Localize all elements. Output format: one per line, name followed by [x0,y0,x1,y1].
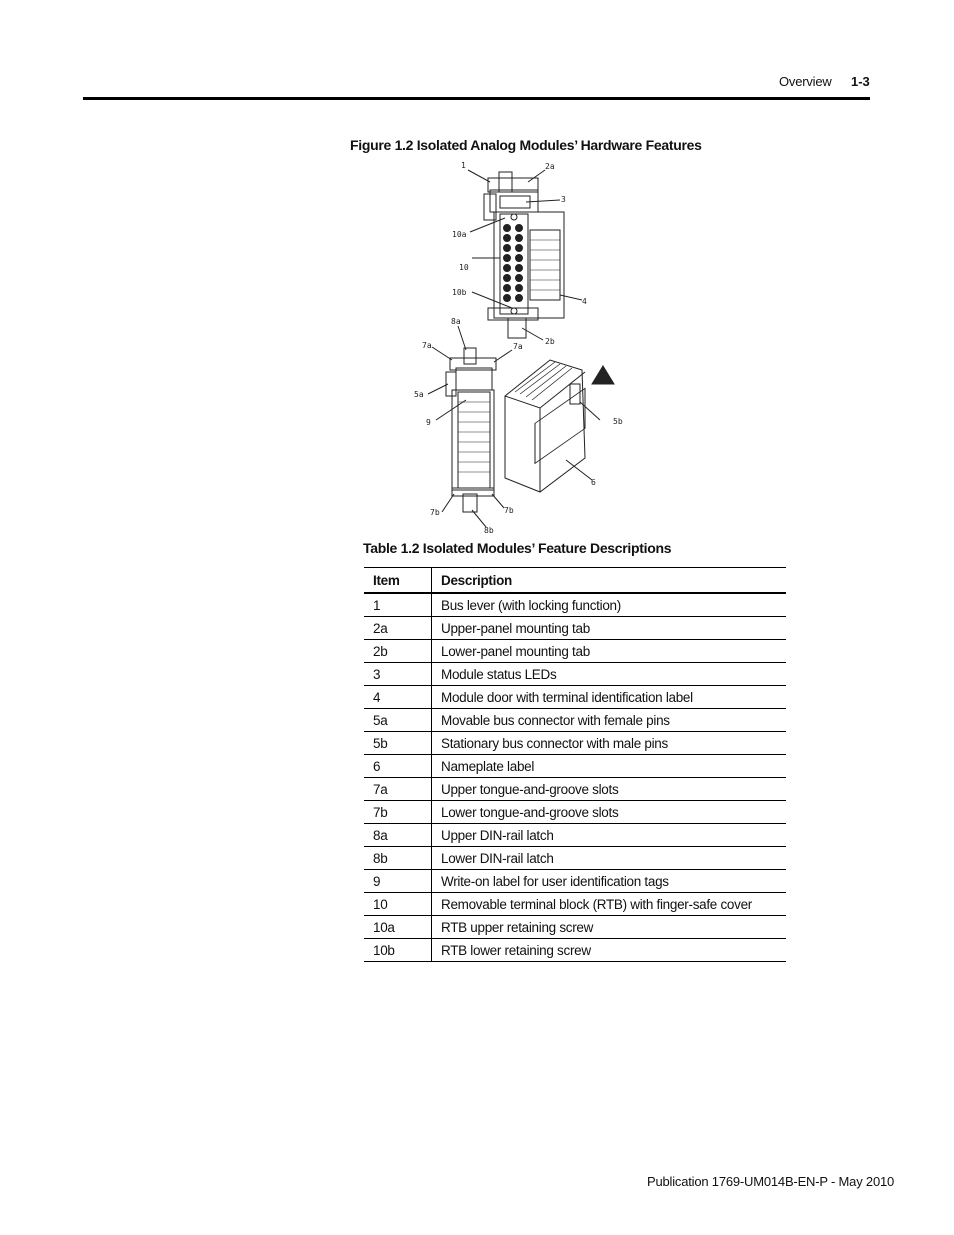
table-row [364,663,786,686]
callout-9: 9 [426,418,431,427]
callout-1: 1 [461,161,466,170]
cell-description: Bus lever (with locking function) [432,593,787,617]
leader-5a [428,384,448,394]
cell-description: Upper tongue-and-groove slots [432,778,787,801]
cell-description: Write-on label for user identification tags [432,870,787,893]
cell-item: 9 [364,870,432,893]
table-row [364,593,786,617]
hardware-figure [400,158,640,540]
cell-item: 2a [364,617,432,640]
leader-8b [472,510,486,527]
header-item: Item [364,568,432,594]
cell-description: Removable terminal block (RTB) with finger-safe cover [432,893,787,916]
callout-6: 6 [591,478,596,487]
callout-2a: 2a [545,162,555,171]
rtb-terminal-screws [504,214,523,314]
esd-warning-icon [592,366,614,384]
leader-7b-right [492,494,504,508]
callout-7a-right: 7a [513,342,523,351]
leader-7a-right [494,350,512,362]
header-section-name: Overview [779,74,832,89]
lower-din-latch-top [464,348,476,364]
callout-10: 10 [459,263,469,272]
top-module-status-area [490,190,538,212]
door-label-lines [530,240,560,290]
leader-8a [458,326,466,350]
cell-item: 8a [364,824,432,847]
leader-9 [436,400,466,420]
cell-description: Upper-panel mounting tab [432,617,787,640]
cell-item: 3 [364,663,432,686]
left-module-status-area [456,368,492,390]
leader-1 [468,170,490,182]
cell-item: 4 [364,686,432,709]
table-row [364,870,786,893]
callout-7a-left: 7a [422,341,432,350]
cell-description: Nameplate label [432,755,787,778]
cell-description: RTB lower retaining screw [432,939,787,962]
callout-10a: 10a [452,230,467,239]
lower-din-latch-bottom [463,494,477,512]
leader-2a [528,170,545,182]
left-module-bottom-bracket [452,488,494,496]
cell-item: 5b [364,732,432,755]
table-row [364,709,786,732]
cell-description: Module door with terminal identification label [432,686,787,709]
footer-publication: Publication 1769-UM014B-EN-P - May 2010 [647,1174,895,1189]
iso-module-outline [505,360,585,492]
table-row [364,686,786,709]
table-row [364,778,786,801]
module-door-label [530,230,560,300]
table-row [364,732,786,755]
callout-8b: 8b [484,526,494,535]
cell-item: 7a [364,778,432,801]
write-on-label-lines [458,402,490,472]
cell-item: 2b [364,640,432,663]
cell-item: 5a [364,709,432,732]
leader-4 [560,295,582,300]
table-row [364,916,786,939]
page-header [0,74,954,94]
top-module-led-window [500,196,530,208]
table-caption: Table 1.2 Isolated Modules’ Feature Descriptions [363,540,672,556]
bus-lever-shape [499,172,512,192]
table-row [364,939,786,962]
table-row [364,755,786,778]
callout-4: 4 [582,297,587,306]
callout-7b-left: 7b [430,508,440,517]
cell-description: Movable bus connector with female pins [432,709,787,732]
callout-3: 3 [561,195,566,204]
figure-caption: Figure 1.2 Isolated Analog Modules’ Hardware Features [350,137,702,153]
cell-item: 10b [364,939,432,962]
header-page-number: 1-3 [851,74,870,89]
top-module-lower-tab [508,318,526,338]
leader-7b-left [442,494,454,512]
callout-7b-right: 7b [504,506,514,515]
cell-description: RTB upper retaining screw [432,916,787,939]
cell-item: 6 [364,755,432,778]
cell-item: 10a [364,916,432,939]
callout-8a: 8a [451,317,461,326]
table-row [364,801,786,824]
stationary-bus-connector [570,384,580,404]
table-row [364,617,786,640]
callout-5b: 5b [613,417,623,426]
nameplate-label [535,388,585,463]
cell-description: Module status LEDs [432,663,787,686]
leader-7a-left [432,347,452,360]
callout-5a: 5a [414,390,424,399]
table-row [364,847,786,870]
cell-item: 10 [364,893,432,916]
table-header-row [364,568,786,594]
feature-descriptions-table [364,567,786,962]
cell-description: Lower-panel mounting tab [432,640,787,663]
cell-item: 7b [364,801,432,824]
cell-description: Upper DIN-rail latch [432,824,787,847]
table-row [364,893,786,916]
header-rule [83,97,870,100]
callout-10b: 10b [452,288,467,297]
table-row [364,640,786,663]
leader-3 [526,200,560,202]
write-on-label [458,392,490,488]
cell-description: Stationary bus connector with male pins [432,732,787,755]
header-description: Description [432,568,787,594]
cell-description: Lower DIN-rail latch [432,847,787,870]
table-row [364,824,786,847]
cell-item: 1 [364,593,432,617]
cell-item: 8b [364,847,432,870]
cell-description: Lower tongue-and-groove slots [432,801,787,824]
callout-2b: 2b [545,337,555,346]
